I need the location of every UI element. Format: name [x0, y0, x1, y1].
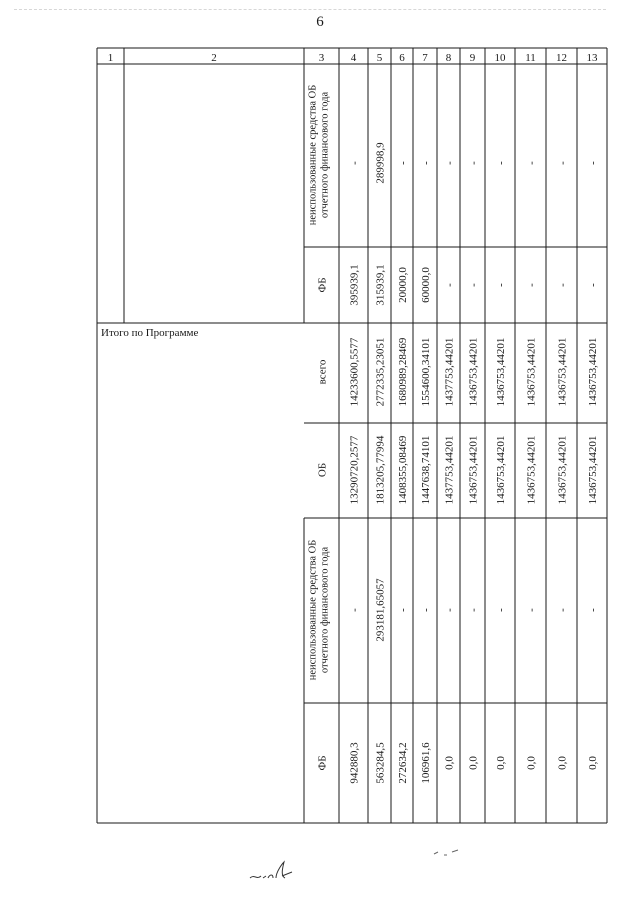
lower-total-value: 2772335,23051	[374, 337, 387, 407]
lower-total-value: 1436753,44201	[556, 337, 569, 407]
column-number: 8	[445, 52, 452, 64]
upper-unused-ob-value: -	[525, 161, 538, 165]
upper-unused-ob-value: -	[467, 161, 480, 165]
lower-ob-value: 1408355,08469	[397, 435, 409, 505]
upper-fb-value: 395939,1	[348, 264, 361, 306]
lower-ob-value: 1436753,44201	[495, 435, 507, 505]
lower-fb-value: 0,0	[587, 756, 599, 770]
signature-mark	[248, 856, 300, 886]
upper-unused-ob-label: неиспользованные средства ОБотчетного финансового года	[307, 84, 331, 226]
lower-unused-ob-value: -	[467, 608, 480, 612]
upper-unused-ob-value: -	[587, 161, 599, 165]
column-number: 5	[376, 52, 383, 64]
upper-fb-value: -	[467, 283, 480, 287]
lower-total-label: всего	[316, 359, 329, 385]
lower-unused-ob-value: -	[556, 608, 569, 612]
upper-unused-ob-value: -	[348, 161, 361, 165]
lower-unused-ob-value: -	[525, 608, 538, 612]
program-total-label: Итого по Программе	[101, 327, 199, 339]
column-number: 3	[318, 52, 325, 64]
lower-total-value: 14233600,5577	[348, 337, 361, 407]
upper-fb-value: -	[443, 283, 456, 287]
lower-unused-ob-value: 293181,65057	[374, 578, 387, 642]
column-number: 2	[211, 52, 217, 64]
upper-fb-value: 315939,1	[374, 264, 387, 306]
upper-fb-label: ФБ	[316, 277, 329, 293]
lower-fb-label: ФБ	[316, 755, 329, 771]
upper-unused-ob-value: -	[556, 161, 569, 165]
lower-total-value: 1436753,44201	[525, 337, 538, 407]
upper-unused-ob-value: -	[495, 161, 507, 165]
upper-fb-value: -	[525, 283, 538, 287]
lower-fb-value: 942880,3	[348, 742, 361, 784]
lower-fb-value: 0,0	[443, 756, 456, 770]
column-number: 10	[494, 52, 506, 64]
upper-unused-ob-value: 289998,9	[374, 142, 387, 184]
lower-ob-value: 1447638,74101	[420, 435, 432, 505]
upper-fb-value: -	[587, 283, 599, 287]
lower-ob-value: 13290720,2577	[348, 435, 361, 505]
lower-fb-value: 0,0	[556, 756, 569, 770]
lower-total-value: 1680989,28469	[397, 337, 409, 407]
lower-unused-ob-value: -	[420, 608, 432, 612]
lower-total-value: 1436753,44201	[495, 337, 507, 407]
column-number: 4	[350, 52, 357, 64]
lower-unused-ob-value: -	[587, 608, 599, 612]
upper-fb-value: -	[495, 283, 507, 287]
lower-fb-value: 106961,6	[420, 742, 432, 784]
upper-fb-value: -	[556, 283, 569, 287]
scan-dots	[432, 846, 468, 860]
lower-ob-value: 1436753,44201	[525, 435, 538, 505]
lower-unused-ob-label: неиспользованные средства ОБотчетного финансового года	[307, 539, 331, 681]
lower-total-value: 1436753,44201	[587, 337, 599, 407]
column-number: 6	[399, 52, 405, 64]
column-number: 11	[525, 52, 536, 64]
lower-total-value: 1437753,44201	[443, 337, 456, 407]
lower-ob-value: 1436753,44201	[467, 435, 480, 505]
lower-ob-value: 1436753,44201	[556, 435, 569, 505]
column-number: 1	[107, 52, 114, 64]
lower-ob-value: 1437753,44201	[443, 435, 456, 505]
upper-fb-value: 60000,0	[420, 267, 432, 303]
lower-fb-value: 0,0	[467, 756, 480, 770]
lower-fb-value: 563284,5	[374, 742, 387, 784]
page-number: 6	[316, 14, 324, 30]
upper-unused-ob-value: -	[443, 161, 456, 165]
lower-unused-ob-value: -	[348, 608, 361, 612]
column-number: 7	[422, 52, 428, 64]
lower-fb-value: 0,0	[525, 756, 538, 770]
lower-unused-ob-value: -	[495, 608, 507, 612]
column-number: 9	[469, 52, 476, 64]
upper-unused-ob-value: -	[420, 161, 432, 165]
upper-unused-ob-value: -	[397, 161, 409, 165]
column-number: 13	[586, 52, 598, 64]
lower-total-value: 1554600,34101	[420, 337, 432, 407]
lower-total-value: 1436753,44201	[467, 337, 480, 407]
lower-unused-ob-value: -	[443, 608, 456, 612]
upper-fb-value: 20000,0	[397, 267, 409, 303]
column-number: 12	[556, 52, 567, 64]
lower-fb-value: 272634,2	[397, 742, 409, 784]
lower-ob-value: 1813205,77994	[374, 435, 387, 505]
lower-ob-label: ОБ	[316, 462, 329, 478]
lower-fb-value: 0,0	[495, 756, 507, 770]
lower-unused-ob-value: -	[397, 608, 409, 612]
lower-ob-value: 1436753,44201	[587, 435, 599, 505]
